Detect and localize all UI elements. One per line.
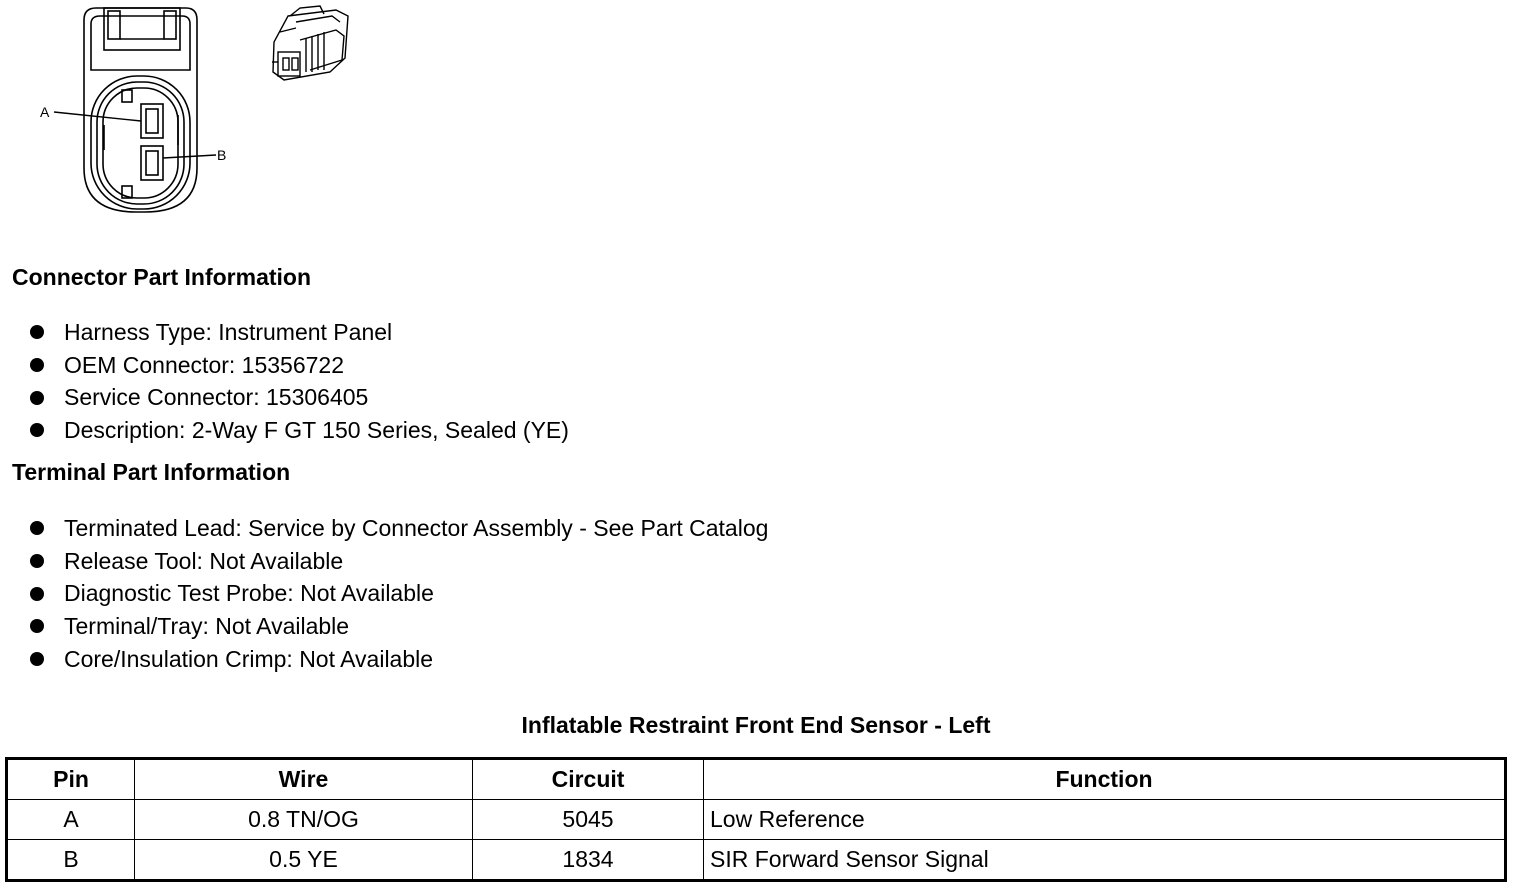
pin-table-title: Inflatable Restraint Front End Sensor - Left [521, 712, 991, 738]
connector-info-list [28, 316, 569, 447]
connector-face-view [84, 8, 197, 212]
list-item: Service Connector: 15306405 [28, 381, 569, 414]
cell-pin: B [7, 840, 135, 881]
cell-circuit: 5045 [473, 800, 704, 840]
bullet-icon [30, 358, 44, 372]
table-row [7, 800, 1506, 840]
cell-wire: 0.8 TN/OG [135, 800, 473, 840]
connector-diagram [0, 0, 380, 225]
pin-label-a: A [40, 104, 50, 120]
terminal-info-heading: Terminal Part Information [12, 459, 291, 485]
cell-pin: A [7, 800, 135, 840]
list-item: Core/Insulation Crimp: Not Available [28, 643, 768, 676]
list-item: OEM Connector: 15356722 [28, 349, 569, 382]
cell-function: Low Reference [704, 800, 1506, 840]
list-item: Release Tool: Not Available [28, 545, 768, 578]
header-circuit: Circuit [473, 759, 704, 800]
list-item: Terminated Lead: Service by Connector Assembly - See Part Catalog [28, 512, 768, 545]
connector-info-heading: Connector Part Information [12, 264, 312, 290]
pin-table [5, 757, 1507, 882]
bullet-icon [30, 554, 44, 568]
cell-circuit: 1834 [473, 840, 704, 881]
bullet-icon [30, 391, 44, 405]
table-row [7, 840, 1506, 881]
bullet-icon [30, 587, 44, 601]
list-item: Diagnostic Test Probe: Not Available [28, 577, 768, 610]
header-wire: Wire [135, 759, 473, 800]
bullet-icon [30, 619, 44, 633]
pin-label-b: B [217, 147, 227, 163]
header-pin: Pin [7, 759, 135, 800]
cell-function: SIR Forward Sensor Signal [704, 840, 1506, 881]
bullet-icon [30, 652, 44, 666]
bullet-icon [30, 325, 44, 339]
bullet-icon [30, 423, 44, 437]
table-header-row [7, 759, 1506, 800]
list-item: Harness Type: Instrument Panel [28, 316, 569, 349]
list-item: Terminal/Tray: Not Available [28, 610, 768, 643]
terminal-info-list [28, 512, 768, 675]
header-function: Function [704, 759, 1506, 800]
list-item: Description: 2-Way F GT 150 Series, Sealed (YE) [28, 414, 569, 447]
bullet-icon [30, 521, 44, 535]
connector-perspective-view [272, 6, 348, 80]
cell-wire: 0.5 YE [135, 840, 473, 881]
